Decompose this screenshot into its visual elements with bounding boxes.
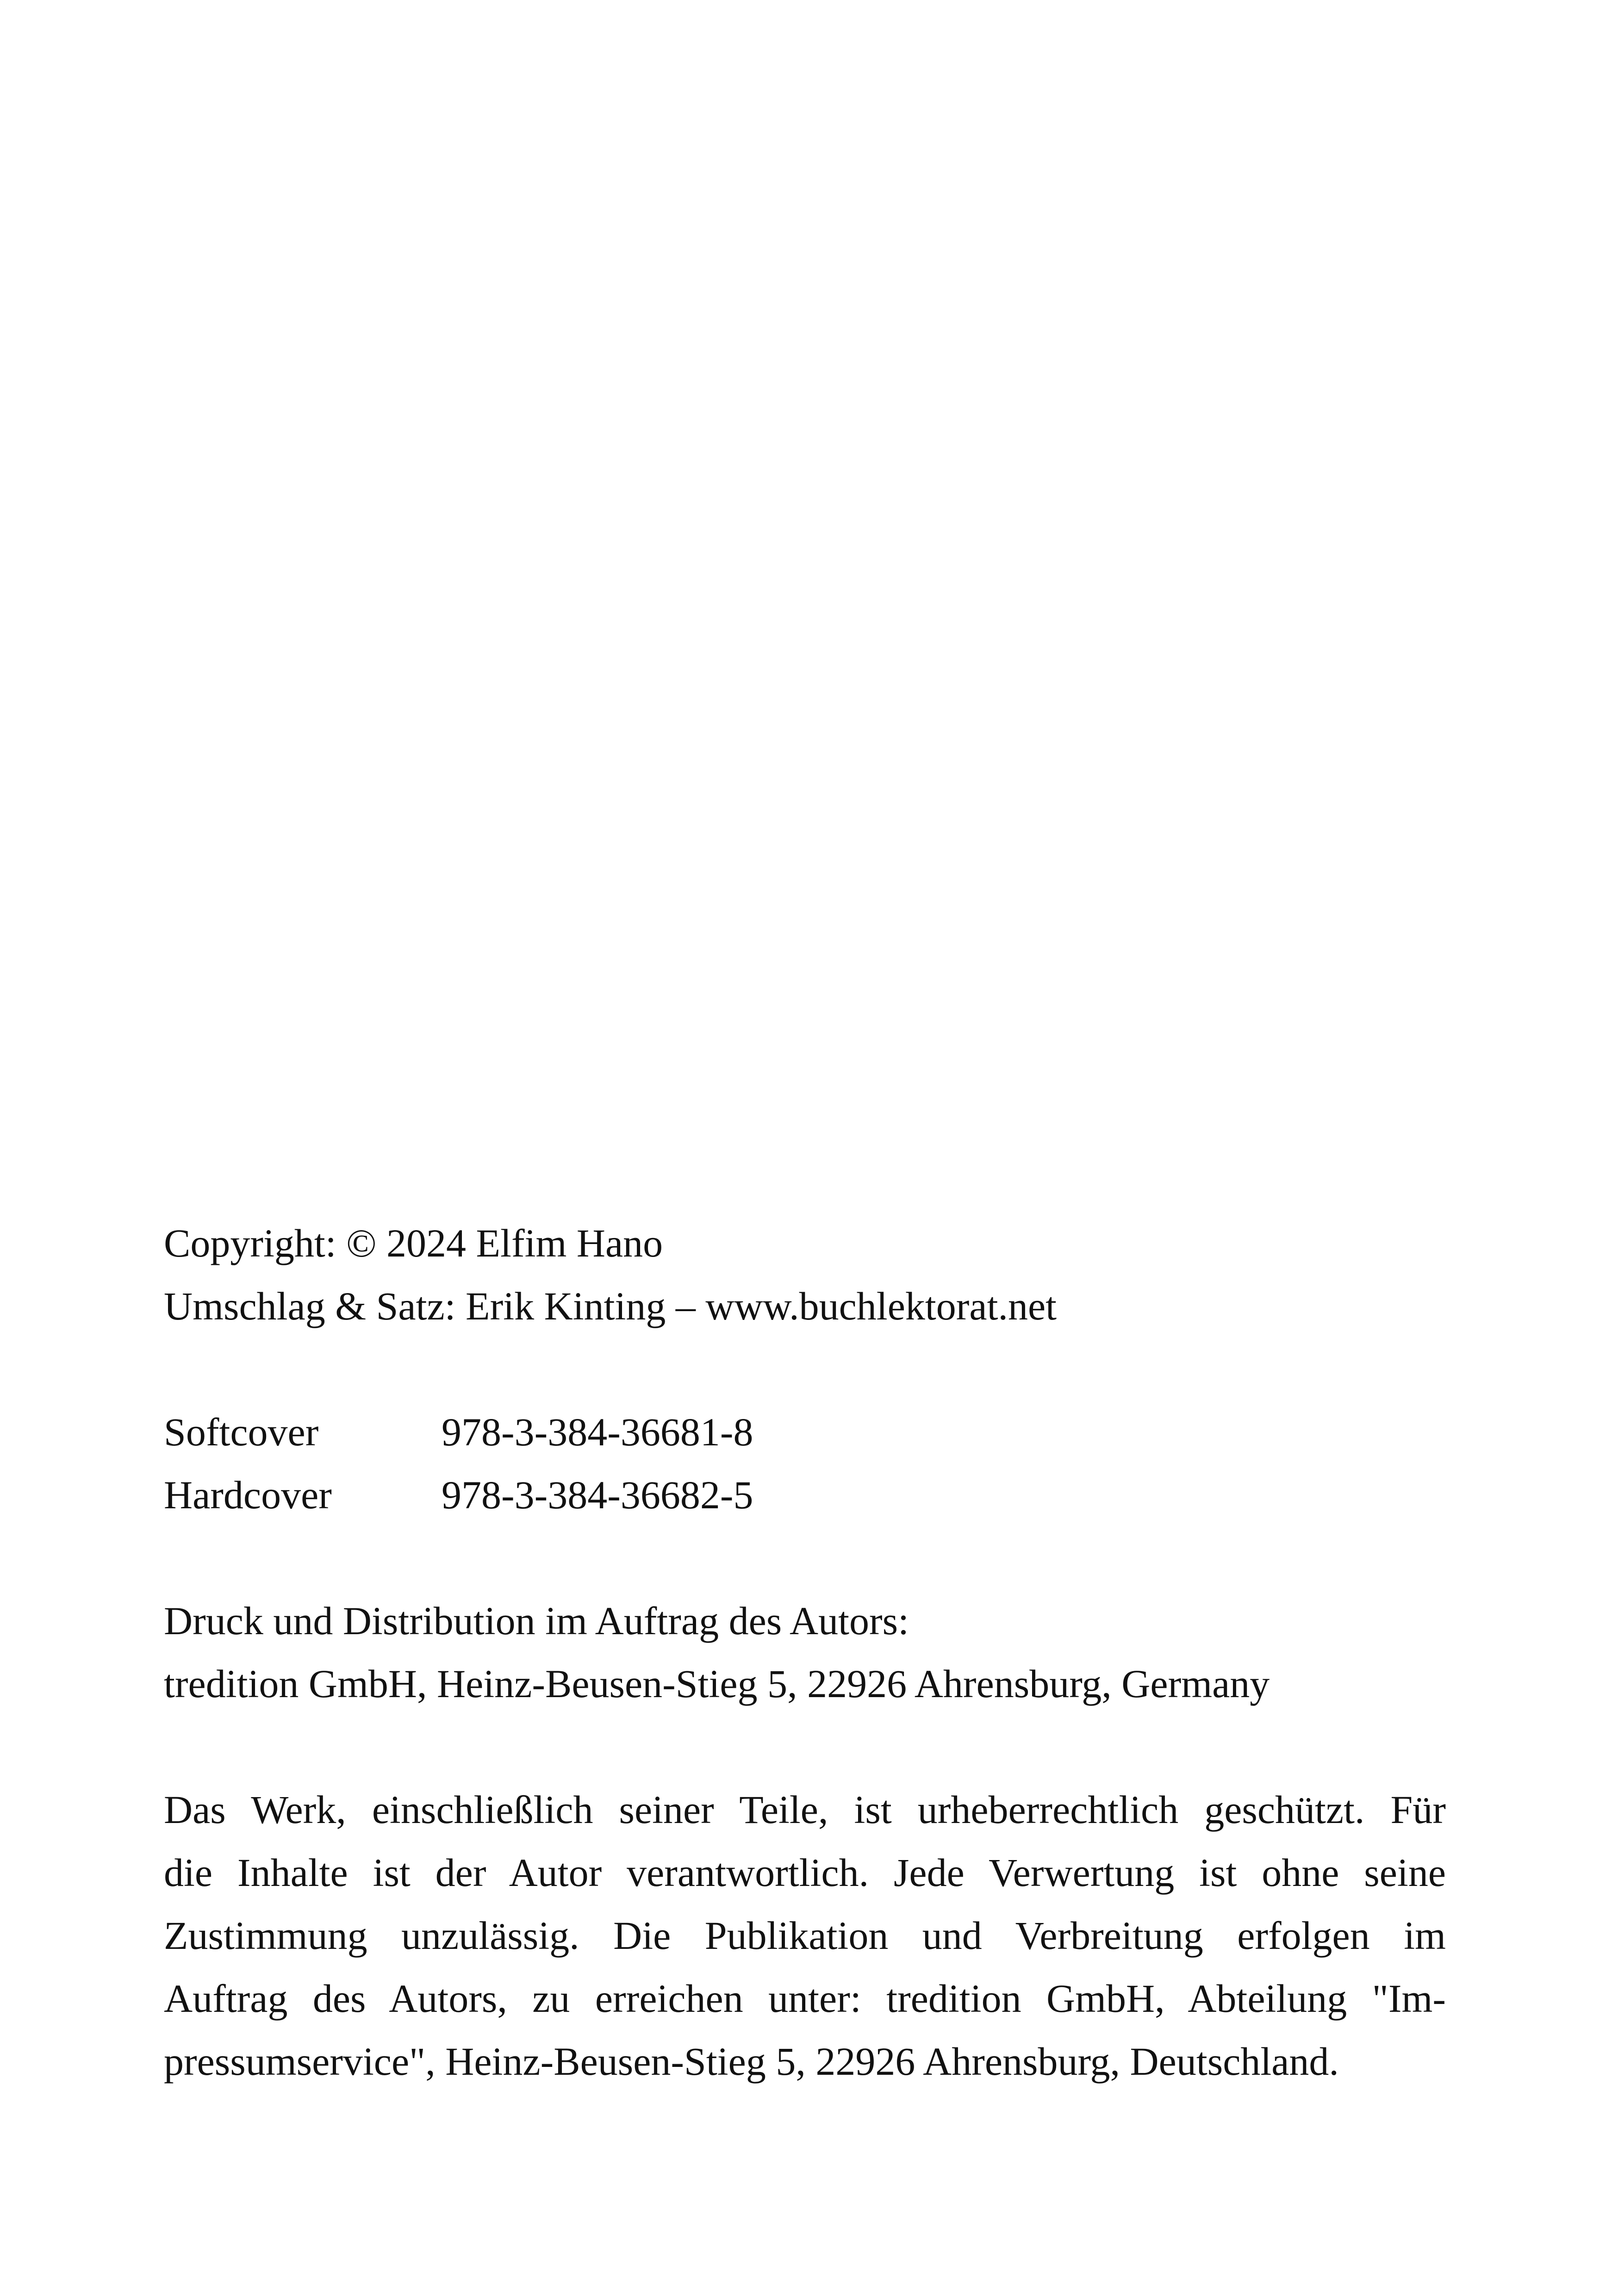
isbn-label: Hardcover [164, 1473, 332, 1517]
imprint-block [164, 1212, 1446, 2093]
copyright-line: Copyright: © 2024 Elfim Hano [164, 1221, 663, 1265]
print-heading: Druck und Distribution im Auftrag des Autors: [164, 1599, 909, 1643]
spacer [164, 1526, 1446, 1589]
isbn-value: 978-3-384-36681-8 [442, 1410, 753, 1454]
legal-notice-line: Auftrag des Autors, zu erreichen unter: tredition GmbH, Abteilung "Im- [164, 1976, 1446, 2021]
cover-typesetting-line: Umschlag & Satz: Erik Kinting – www.buchlektorat.net [164, 1284, 1057, 1328]
legal-notice-line: Das Werk, einschließlich seiner Teile, ist urheberrechtlich geschützt. Für [164, 1787, 1446, 1832]
isbn-value: 978-3-384-36682-5 [442, 1473, 753, 1517]
spacer [164, 1715, 1446, 1778]
isbn-row-softcover [164, 1400, 1446, 1463]
legal-notice [164, 1778, 1446, 2093]
isbn-label: Softcover [164, 1410, 319, 1454]
legal-notice-line: Zustimmung unzulässig. Die Publikation und Verbreitung erfolgen im [164, 1913, 1446, 1958]
legal-notice-line: pressumservice", Heinz-Beusen-Stieg 5, 22926 Ahrensburg, Deutschland. [164, 2039, 1339, 2084]
legal-notice-line: die Inhalte ist der Autor verantwortlich. Jede Verwertung ist ohne seine [164, 1850, 1446, 1895]
isbn-row-hardcover [164, 1463, 1446, 1526]
print-address: tredition GmbH, Heinz-Beusen-Stieg 5, 22926 Ahrensburg, Germany [164, 1661, 1270, 1706]
spacer [164, 1338, 1446, 1400]
